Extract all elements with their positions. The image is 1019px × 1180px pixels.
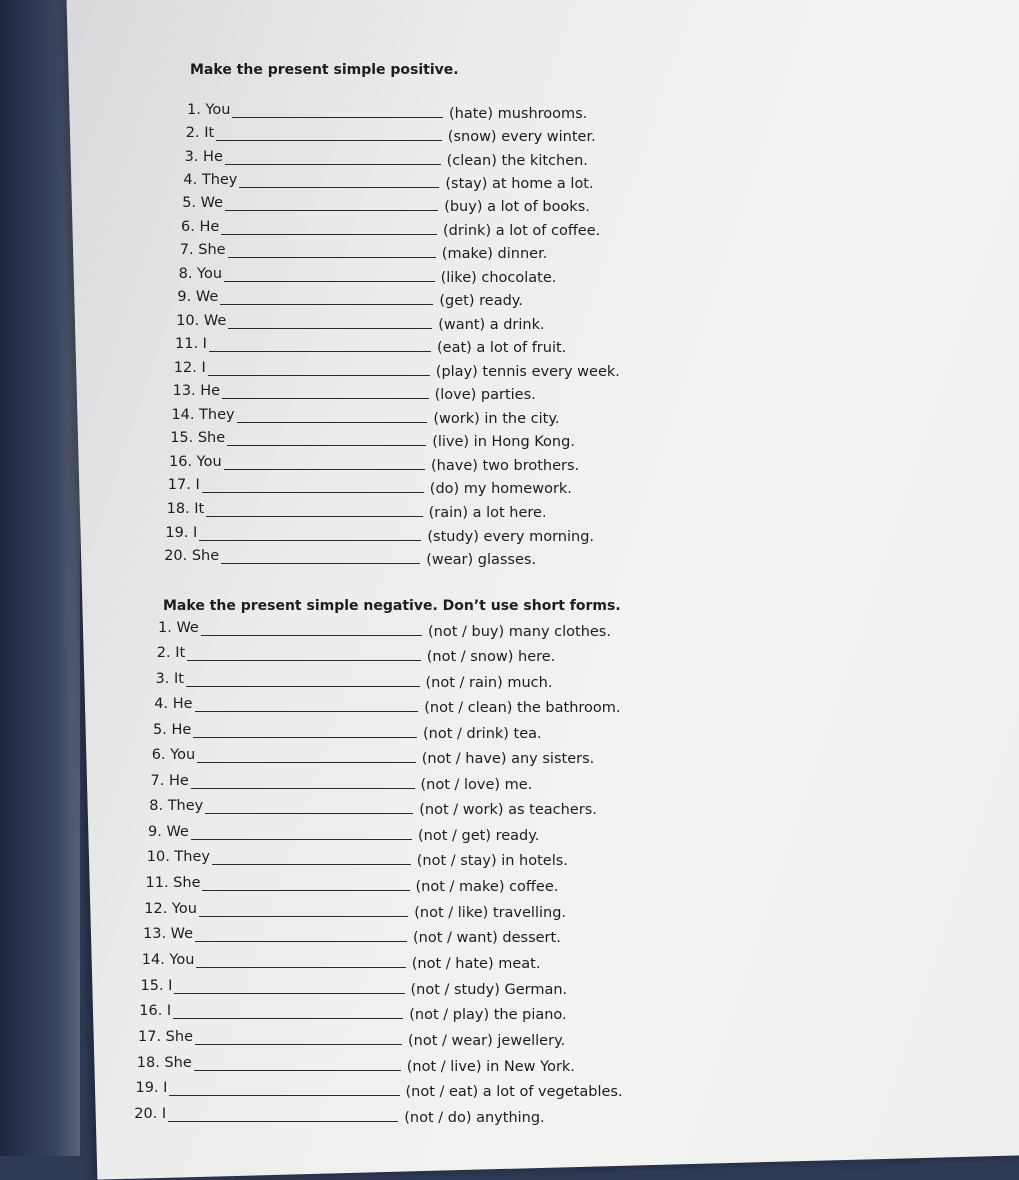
answer-blank[interactable] — [199, 916, 408, 917]
item-number-subject: 7. He — [150, 772, 189, 789]
item-number-subject: 17. I — [167, 477, 200, 494]
answer-blank[interactable] — [208, 375, 430, 376]
verb-hint: (not / study) German. — [410, 981, 568, 998]
answer-blank[interactable] — [224, 281, 435, 282]
verb-hint: (clean) the kitchen. — [446, 152, 588, 169]
verb-hint: (hate) mushrooms. — [449, 106, 588, 122]
item-number-subject: 5. We — [182, 195, 224, 212]
verb-hint: (not / like) travelling. — [414, 904, 567, 921]
answer-blank[interactable] — [168, 1121, 398, 1122]
verb-hint: (rain) a lot here. — [428, 504, 547, 521]
verb-hint: (not / snow) here. — [426, 649, 556, 666]
item-number-subject: 4. They — [183, 171, 238, 188]
answer-blank[interactable] — [225, 210, 438, 211]
answer-blank[interactable] — [186, 686, 420, 687]
item-number-subject: 12. You — [144, 900, 197, 917]
verb-hint: (do) my homework. — [429, 481, 572, 498]
item-number-subject: 13. He — [172, 383, 221, 400]
verb-hint: (snow) every winter. — [447, 129, 596, 146]
answer-blank[interactable] — [222, 398, 429, 399]
item-number-subject: 17. She — [138, 1028, 193, 1045]
answer-blank[interactable] — [187, 660, 421, 661]
answer-blank[interactable] — [199, 540, 421, 541]
verb-hint: (not / love) me. — [420, 776, 533, 793]
verb-hint: (not / live) in New York. — [406, 1058, 575, 1075]
verb-hint: (make) dinner. — [441, 246, 548, 263]
verb-hint: (eat) a lot of fruit. — [437, 340, 567, 356]
answer-blank[interactable] — [228, 328, 432, 329]
verb-hint: (like) chocolate. — [440, 269, 557, 286]
verb-hint: (not / work) as teachers. — [419, 802, 597, 819]
answer-blank[interactable] — [195, 711, 419, 712]
answer-blank[interactable] — [225, 164, 441, 165]
verb-hint: (not / have) any sisters. — [421, 751, 595, 768]
item-number-subject: 12. I — [173, 359, 206, 376]
item-number-subject: 18. It — [166, 500, 205, 517]
verb-hint: (have) two brothers. — [431, 457, 580, 474]
answer-blank[interactable] — [209, 351, 431, 352]
answer-blank[interactable] — [191, 839, 412, 840]
item-number-subject: 3. He — [184, 148, 223, 165]
verb-hint: (love) parties. — [434, 387, 536, 404]
verb-hint: (study) every morning. — [427, 528, 595, 545]
answer-blank[interactable] — [173, 1018, 403, 1019]
verb-hint: (not / want) dessert. — [413, 930, 561, 947]
answer-blank[interactable] — [174, 993, 404, 994]
answer-blank[interactable] — [205, 813, 413, 814]
verb-hint: (play) tennis every week. — [435, 363, 620, 380]
verb-hint: (not / get) ready. — [418, 827, 540, 844]
item-number-subject: 20. She — [164, 548, 220, 565]
item-number-subject: 20. I — [134, 1106, 167, 1123]
section1-heading: Make the present simple positive. — [190, 62, 459, 78]
verb-hint: (not / do) anything. — [404, 1110, 545, 1127]
item-number-subject: 11. She — [145, 875, 201, 891]
item-number-subject: 7. She — [179, 242, 226, 259]
item-number-subject: 8. They — [149, 798, 204, 815]
answer-blank[interactable] — [197, 762, 416, 763]
verb-hint: (not / stay) in hotels. — [416, 853, 568, 870]
verb-hint: (live) in Hong Kong. — [432, 434, 575, 451]
item-number-subject: 6. You — [151, 747, 196, 764]
verb-hint: (not / eat) a lot of vegetables. — [405, 1084, 623, 1101]
item-number-subject: 16. You — [169, 453, 222, 470]
item-number-subject: 15. I — [140, 977, 173, 994]
verb-hint: (not / clean) the bathroom. — [424, 700, 621, 717]
answer-blank[interactable] — [228, 257, 436, 258]
item-number-subject: 10. They — [146, 849, 210, 866]
item-number-subject: 1. We — [158, 620, 199, 636]
answer-blank[interactable] — [195, 941, 407, 942]
item-number-subject: 19. I — [135, 1080, 168, 1097]
verb-hint: (not / drink) tea. — [423, 725, 542, 742]
section2-heading: Make the present simple negative. Don’t use short forms. — [163, 598, 621, 614]
verb-hint: (wear) glasses. — [426, 552, 537, 569]
verb-hint: (not / play) the piano. — [409, 1007, 567, 1024]
verb-hint: (want) a drink. — [438, 316, 545, 333]
answer-blank[interactable] — [237, 422, 428, 423]
item-number-subject: 1. You — [187, 102, 231, 118]
answer-blank[interactable] — [224, 469, 425, 470]
answer-blank[interactable] — [195, 1044, 402, 1045]
verb-hint: (not / make) coffee. — [415, 879, 559, 895]
item-number-subject: 14. You — [141, 951, 195, 968]
item-number-subject: 9. We — [177, 289, 219, 306]
item-number-subject: 8. You — [178, 265, 223, 282]
item-number-subject: 9. We — [148, 823, 189, 840]
verb-hint: (get) ready. — [439, 293, 523, 310]
answer-blank[interactable] — [202, 890, 409, 891]
answer-blank[interactable] — [191, 788, 415, 789]
item-number-subject: 15. She — [170, 430, 226, 447]
item-number-subject: 14. They — [171, 406, 235, 423]
item-number-subject: 19. I — [165, 524, 198, 541]
answer-blank[interactable] — [169, 1095, 399, 1096]
item-number-subject: 18. She — [136, 1054, 192, 1071]
verb-hint: (not / wear) jewellery. — [408, 1032, 566, 1049]
item-number-subject: 13. We — [143, 926, 194, 943]
answer-blank[interactable] — [239, 187, 439, 188]
answer-blank[interactable] — [216, 140, 442, 141]
item-number-subject: 16. I — [139, 1003, 172, 1020]
answer-blank[interactable] — [227, 445, 426, 446]
item-number-subject: 4. He — [154, 696, 193, 713]
answer-blank[interactable] — [232, 117, 443, 118]
answer-blank[interactable] — [196, 967, 405, 968]
item-number-subject: 6. He — [181, 218, 220, 235]
answer-blank[interactable] — [202, 492, 424, 493]
verb-hint: (not / hate) meat. — [411, 955, 541, 972]
item-number-subject: 11. I — [175, 336, 207, 352]
item-number-subject: 2. It — [185, 125, 215, 142]
verb-hint: (stay) at home a lot. — [445, 175, 594, 192]
answer-blank[interactable] — [206, 516, 422, 517]
verb-hint: (work) in the city. — [433, 410, 560, 427]
item-number-subject: 5. He — [153, 721, 192, 738]
item-number-subject: 10. We — [176, 312, 227, 329]
answer-blank[interactable] — [212, 864, 411, 865]
answer-blank[interactable] — [221, 234, 437, 235]
item-number-subject: 2. It — [156, 645, 186, 662]
verb-hint: (not / rain) much. — [425, 674, 553, 691]
verb-hint: (not / buy) many clothes. — [428, 624, 611, 640]
answer-blank[interactable] — [193, 737, 417, 738]
verb-hint: (buy) a lot of books. — [444, 199, 590, 216]
item-number-subject: 3. It — [155, 670, 184, 687]
answer-blank[interactable] — [220, 304, 433, 305]
verb-hint: (drink) a lot of coffee. — [443, 222, 601, 239]
answer-blank[interactable] — [194, 1070, 401, 1071]
answer-blank[interactable] — [201, 635, 422, 636]
answer-blank[interactable] — [221, 563, 420, 564]
